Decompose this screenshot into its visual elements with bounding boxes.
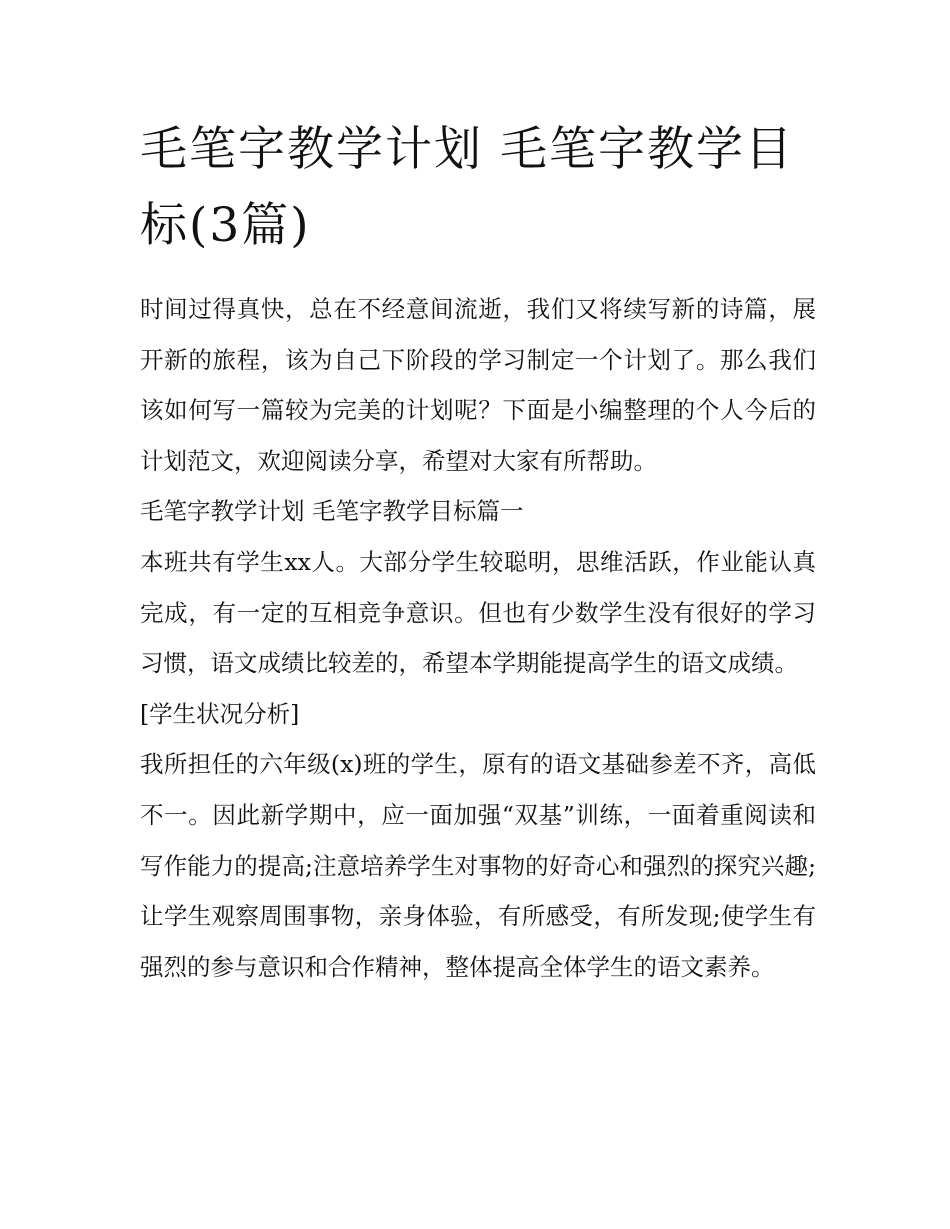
document-page [140,112,816,992]
body-paragraph: 本班共有学生xx人。大部分学生较聪明，思维活跃，作业能认真完成，有一定的互相竞争意识。但也有少数学生没有很好的学习习惯，语文成绩比较差的，希望本学期能提高学生的语文成绩。 [140,547,816,678]
section-heading: 毛笔字教学计划 毛笔字教学目标篇一 [140,497,524,526]
body-paragraph: 我所担任的六年级(x)班的学生，原有的语文基础参差不齐，高低不一。因此新学期中，应一面加强“双基”训练，一面着重阅读和写作能力的提高;注意培养学生对事物的好奇心和强烈的探究兴趣;让学生观察周围事物，亲身体验，有所感受，有所发现;使学生有强烈的参与意识和合作精神，整体提高全体学生的语文素养。 [140,750,816,981]
document-title: 毛笔字教学计划 毛笔字教学目标(3篇) [140,122,794,253]
intro-paragraph: 时间过得真快，总在不经意间流逝，我们又将续写新的诗篇，展开新的旅程，该为自己下阶段的学习制定一个计划了。那么我们该如何写一篇较为完美的计划呢？下面是小编整理的个人今后的计划范文，欢迎阅读分享，希望对大家有所帮助。 [140,295,816,475]
section-label: [学生状况分析] [140,699,300,728]
